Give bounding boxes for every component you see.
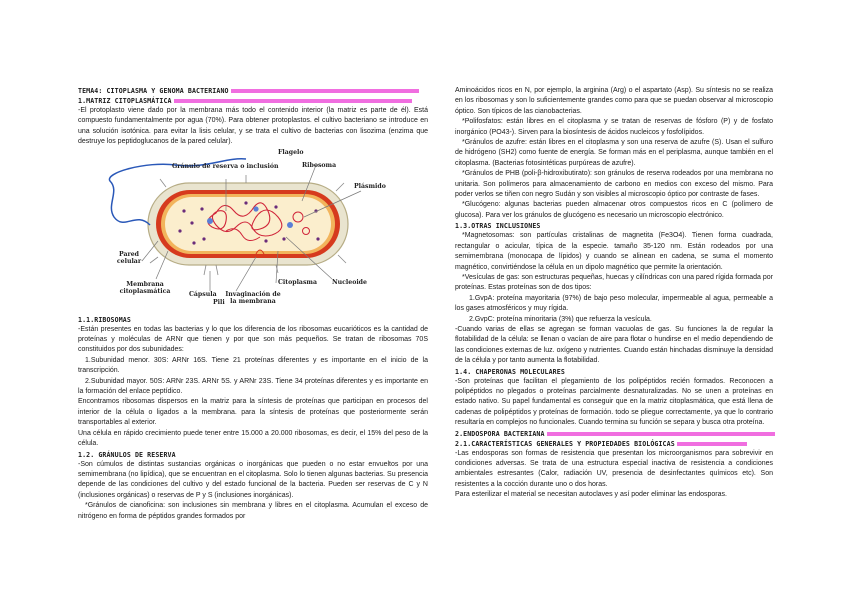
label-plasmido: Plásmido (354, 182, 386, 190)
paragraph: -Son cúmulos de distintas sustancias orgánicas o inorgánicas que pueden o no estar envueltos por una semimembrana (no lipídica), que se encuentran en el citoplasma. Solo lo tienen algunas bacterias. Su presencia depende de las condiciones del cultivo y del estado funcional de la bacteria. Pueden ser reservas de C y N (inclusiones orgánicas) o reservas de P y S (inclusiones inorgánicas). (78, 460, 428, 499)
section-heading-caracteristicas (455, 439, 773, 449)
document-title (78, 86, 428, 96)
right-column (455, 86, 773, 501)
paragraph: Una célula en rápido crecimiento puede tener entre 15.000 a 20.000 ribosomas, es decir, el 15% del peso de la célula. (78, 429, 428, 448)
label-nucleoide: Nucleoide (332, 278, 367, 286)
label-citoplasma: Citoplasma (278, 278, 317, 286)
cytoplasm-shape (165, 197, 331, 251)
section-heading-chaperonas (455, 367, 773, 377)
label-granulo: Gránulo de reserva o inclusión (172, 162, 279, 170)
heading-text: 1.MATRIZ CITOPLASMÁTICA (78, 97, 172, 105)
paragraph: Encontramos ribosomas dispersos en la matriz para la síntesis de proteínas que participan en procesos del interior de la célula o ligados a la membrana. para la síntesis de proteínas que posteriormente serán transportables al exterior. (78, 398, 428, 427)
heading-text: 2.ENDOSPORA BACTERIANA (455, 429, 545, 438)
paragraph: *Gránulos de azufre: están libres en el citoplasma y son una reserva de azufre (S). Usan el sulfuro de hidrógeno (SH2) como fuente de energía. Se forman más en el periplasma, aunque también en el citoplasma. (Bacterias fotosintéticas purpúreas de azufre). (455, 139, 773, 167)
section-heading-inclusiones (455, 221, 773, 231)
section-heading-ribosomas (78, 315, 428, 325)
heading-text: 1.2. GRÁNULOS DE RESERVA (78, 450, 176, 459)
paragraph: -Cuando varias de ellas se agregan se forman vacuolas de gas. Su funciones la de regular la flotabilidad de la célula: se llenan o vacían de aire para flotar o hundirse en el medio dependiendo de las condiciones externas de luz. oxígeno y nutrientes. Cuando están hinchadas disminuye la densidad de la célula y por tanto aumenta la flotabilidad. (455, 325, 773, 365)
paragraph: 1.GvpA: proteína mayoritaria (97%) de bajo peso molecular, impermeable al agua, permeable a los gases atmosféricos y muy rígida. (455, 294, 773, 313)
label-capsula: Cápsula (189, 290, 217, 298)
paragraph: *Polifosfatos: están libres en el citoplasma y se tratan de reservas de fósforo (P) y de fosfato inorgánico (PO43-). Sirven para la biosíntesis de ácidos nucleicos y fosfolípidos. (455, 118, 773, 136)
label-ribosoma: Ribosoma (302, 161, 337, 169)
paragraph: *Gránulos de PHB (poli-β-hidroxibutirato): son gránulos de reserva rodeados por una membrana no unitaria. Son polímeros para almacenamiento de carbono en medios con exceso del mismo. Para poder verlos se tiñen con negro Sudán y son visibles al microscopio óptico por contraste de fases. (455, 170, 773, 199)
paragraph: 1.Subunidad menor. 30S: ARNr 16S. Tiene 21 proteínas diferentes y es importante en el inicio de la transcripción. (78, 356, 428, 375)
paragraph: 2.Subunidad mayor. 50S: ARNr 23S. ARNr 5S. y ARNr 23S. Tiene 34 proteínas diferentes y es importante en la formación del enlace peptídico. (78, 377, 428, 396)
heading-highlight (547, 432, 775, 436)
heading-highlight (174, 99, 412, 103)
title-highlight (231, 89, 419, 93)
label-pared: Pared celular (116, 250, 142, 265)
paragraph: Aminoácidos ricos en N, por ejemplo, la arginina (Arg) o el aspartato (Asp). Su síntesis no se realiza en los ribosomas y son lo suficientemente grandes como para que se puedan observar al microscopio óptico. Son típicos de las cianobacterias. (455, 87, 773, 115)
heading-text: 1.4. CHAPERONAS MOLECULARES (455, 367, 565, 376)
paragraph: *Magnetosomas: son partículas cristalinas de magnetita (Fe3O4). Tienen forma cuadrada, rectangular o acicular, típica de la especie. tamaño 35-120 nm. Están rodeados por una semimembrana (monocapa de lípidos) y cuando se alinean en cadena, se suma el momento magnético, convirtiéndose la célula en un dipolo magnético que permite la orientación. (455, 232, 773, 271)
section-heading-matriz (78, 96, 428, 106)
section-heading-granulos (78, 450, 428, 460)
paragraph: -Son proteínas que facilitan el plegamiento de los polipéptidos recién formados. Reconocen a polipéptidos no plegados o proteínas parcialmente desnaturalizadas. No se unen a proteínas en estado nativo. Su papel fundamental es conseguir que en la matriz citoplasmática, que está llena de cadenas de polipéptidos y proteínas de formación. todo se pliegue correctamente, ya que lo contrario resultaría en complejos no funcionales. Cuando termina su función se separa y busca otra proteína. (455, 377, 773, 427)
heading-text: 2.1.CARACTERÍSTICAS GENERALES Y PROPIEDADES BIOLÓGICAS (455, 439, 675, 448)
title-text: TEMA4: CITOPLASMA Y GENOMA BACTERIANO (78, 87, 229, 95)
paragraph: Para esterilizar el material se necesitan autoclaves y así poder eliminar las endosporas. (455, 491, 727, 499)
section-heading-endospora (455, 429, 773, 439)
label-flagelo: Flagelo (278, 148, 304, 156)
heading-text: 1.3.OTRAS INCLUSIONES (455, 222, 541, 231)
paragraph: -El protoplasto viene dado por la membrana más todo el contenido interior (la matriz es parte de él). Está compuesto fundamentalmente por agua (70%). Para obtener protoplastos. el cultivo bacteriano se introduce en una solución isotónica. para evitar la lisis celular, y se trata el cultivo de bacterias con lisozima (enzima que destruye los peptidoglucanos de la pared celular). (78, 107, 428, 146)
paragraph: *Glucógeno: algunas bacterias pueden almacenar otros compuestos ricos en C (polímero de glucosa). Para ver los gránulos de glucógeno es necesario un microscopio electrónico. (455, 201, 773, 219)
paragraph: *Gránulos de cianoficina: son inclusiones sin membrana y libres en el citoplasma. Acumulan el exceso de nitrógeno en forma de péptidos grandes formados por (78, 502, 428, 520)
bacteria-diagram (106, 148, 396, 309)
label-invaginacion: Invaginación de la membrana (225, 290, 281, 305)
paragraph: -Las endosporas son formas de resistencia que presentan los microorganismos para sobrevivir en condiciones adversas. Se trata de una estructura especial inactiva de resistencia a condiciones ambientales estresantes (Calor, radiación UV, presencia de desinfectantes químicos etc). Son resistentes a la cocción durante uno o dos horas. (455, 449, 773, 488)
label-pili: Pili (213, 298, 225, 306)
heading-highlight (677, 442, 747, 446)
paragraph: -Están presentes en todas las bacterias y lo que los diferencia de los ribosomas eucarióticos es la cantidad de proteínas y moléculas de ARNr que tienen y por que son más pequeños. Se tratan de ribosomas 70S constituidos por dos subunidades: (78, 325, 428, 354)
left-column (78, 86, 428, 522)
paragraph: *Vesículas de gas: son estructuras pequeñas, huecas y cilíndricas con una pared rígida formada por proteínas. Estas proteínas son de dos tipos: (455, 273, 773, 292)
heading-text: 1.1.RIBOSOMAS (78, 315, 131, 324)
label-membrana: Membrana citoplasmática (119, 280, 171, 295)
paragraph: 2.GvpC: proteína minoritaria (3%) que refuerza la vesícula. (469, 315, 652, 323)
